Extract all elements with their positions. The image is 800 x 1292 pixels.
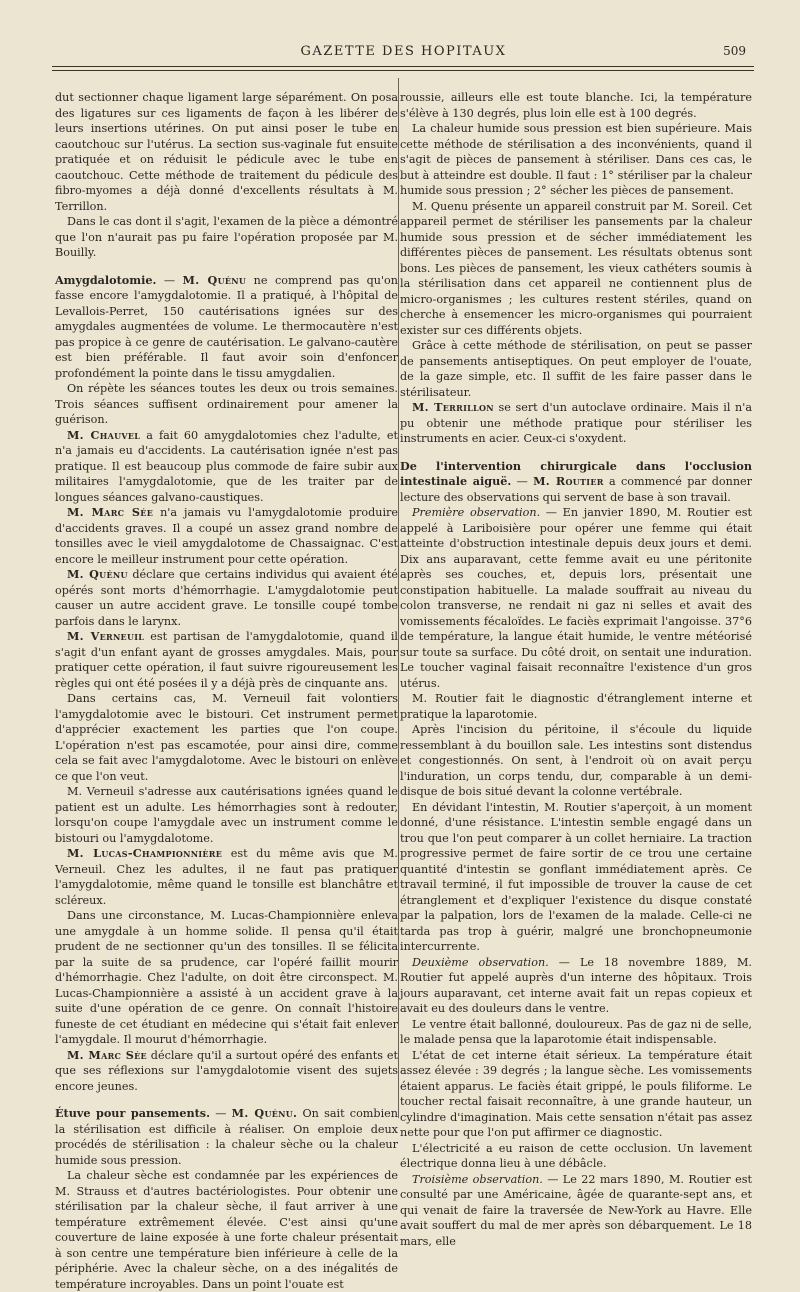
column-divider (398, 78, 399, 1118)
page-header (55, 44, 752, 64)
speaker-name: M. Marc Sée (67, 1047, 147, 1062)
paragraph (400, 400, 752, 447)
paragraph (400, 955, 752, 1017)
section-lead (55, 273, 398, 382)
paragraph-text: est partisan de l'amygdalotomie, quand il s'agit d'un enfant ayant de grosses amygdales. Mais, pour pratiquer cette opération, il faut suivre rigoureusement les règles qui ont été posées il y a déjà près de cinquante ans. (55, 630, 399, 690)
paragraph-text: déclare qu'il a surtout opéré des enfants et que ses réflexions sur l'amygdalotomie visent des sujets encore jeunes. (55, 1048, 398, 1093)
speaker-name: M. Verneuil (67, 629, 145, 643)
header-rule-thin (52, 70, 754, 71)
page-number: 509 (723, 44, 746, 58)
paragraph: dut sectionner chaque ligament large séparément. On posa des ligatures sur ces ligaments de façon à les libérer de leurs insertions utérines. On put ainsi poser le tube en caoutchouc sur l'utérus. La section sus-vaginale fut ensuite pratiquée et on réduisit le pédicule avec le tube en caoutchouc. Cette méthode de traitement du pédicule des fibro-myomes a déjà donné d'excellents résultats à M. Terrillon. (55, 91, 398, 213)
section-amygdalotomie (55, 273, 398, 1095)
paragraph (55, 629, 398, 691)
paragraph: roussie, ailleurs elle est toute blanche. Ici, la température s'élève à 130 degrés, plus loin elle est à 100 degrés. (400, 91, 752, 120)
section-lead (55, 1106, 398, 1168)
paragraph: L'électricité a eu raison de cette occlusion. Un lavement électrique donna lieu à une débâcle. (400, 1141, 752, 1170)
section-etuve (55, 1106, 398, 1292)
header-rule (52, 66, 754, 67)
section-heading: Étuve pour pansements. (55, 1106, 210, 1120)
paragraph-text: n'a jamais vu l'amygdalotomie produire d'accidents graves. Il a coupé un assez grand nombre de tonsilles avec le vieil amygdalotome de Chassaignac. C'est encore le meilleur instrument pour cette opération. (55, 506, 399, 566)
paragraph: Grâce à cette méthode de stérilisation, on peut se passer de pansements antiseptiques. On peut employer de l'ouate, de la gaze simple, etc. Il suffit de les faire passer dans le stérilisateur. (400, 339, 752, 399)
paragraph (55, 846, 398, 908)
paragraph: M. Verneuil s'adresse aux cautérisations ignées quand le patient est un adulte. Les hémorrhagies sont à redouter, lorsqu'on coupe l'amygdale avec un instrument comme le bistouri ou l'amygdalotome. (55, 785, 398, 845)
paragraph (55, 428, 398, 506)
paragraph: La chaleur sèche est condamnée par les expériences de M. Strauss et d'autres bactériologistes. Pour obtenir une stérilisation par la chaleur sèche, il faut arriver à une température extrêmement élevée. C'est ainsi qu'une couverture de laine exposée à une forte chaleur présentait à son centre une température bien inférieure à celle de la périphérie. Avec la chaleur sèche, on a des inégalités de température incroyables. Dans un point l'ouate est (55, 1169, 398, 1291)
speaker-name: M. Chauvel (67, 427, 141, 442)
paragraph (400, 1172, 752, 1250)
dash: — (511, 475, 534, 488)
speaker-name: M. Routier (533, 474, 604, 488)
speaker-name: M. Quénu (67, 567, 128, 581)
paragraph: La chaleur humide sous pression est bien supérieure. Mais cette méthode de stérilisation a des inconvénients, quand il s'agit de pièces de pansement à stériliser. Dans ces cas, le but à atteindre est double. Il faut : 1° stériliser par la chaleur humide sous pression ; 2° sécher les pièces de pansement. (400, 122, 752, 197)
paragraph: Dans une circonstance, M. Lucas-Championnière enleva une amygdale à un homme solide. Il pensa qu'il était prudent de ne sectionner qu'un des tonsilles. Il se félicita par la suite de sa prudence, car l'opéré faillit mourir d'hémorrhagie. Chez l'adulte, on doit être circonspect. M. Lucas-Championnière a assisté à un accident grave à la suite d'une opération de ce genre. On connaît l'histoire funeste de cet étudiant en médecine qui s'était fait enlever l'amygdale. Il mourut d'hémorrhagie. (55, 909, 398, 1046)
speaker-name: M. Terrillon (412, 400, 494, 414)
dash: — (210, 1107, 232, 1120)
left-column (55, 90, 398, 1292)
paragraph (55, 1048, 398, 1095)
paragraph: L'état de cet interne était sérieux. La température était assez élevée : 39 degrés ; la langue sèche. Les vomissements étaient apparus. Le faciès était grippé, le pouls filiforme. Le toucher rectal faisait reconnaître, à une grande hauteur, un cylindre d'imagination. Mais cette sensation n'était pas assez nette pour que l'on put affirmer ce diagnostic. (400, 1048, 752, 1139)
section-heading: De l'intervention chirurgicale dans l'occlusion intestinale aiguë. (400, 458, 752, 488)
paragraph: M. Quenu présente un appareil construit par M. Soreil. Cet appareil permet de stériliser les pansements par la chaleur humide sous pression et de sécher immédiatement les différentes pièces de pansement. Les résultats obtenus sont bons. Les pièces de pansement, les vieux cathéters soumis à la stérilisation dans cet appareil ne contiennent plus de micro-organismes ; les cultures restent stériles, quand on cherche à ensemencer les micro-organismes qui pourraient exister sur ces différents objets. (400, 199, 752, 337)
journal-title: GAZETTE DES HOPITAUX (300, 44, 507, 59)
paragraph-text: — Le 18 novembre 1889, M. Routier fut appelé auprès d'un interne des hôpitaux. Trois jours auparavant, cet interne avait fait un repas copieux et avait eu des douleurs dans le ventre. (400, 955, 752, 1015)
dash: — (156, 273, 183, 287)
paragraph (55, 505, 398, 567)
paragraph: On répète les séances toutes les deux ou trois semaines. Trois séances suffisent ordinairement pour amener la guérison. (55, 382, 398, 426)
paragraph: Dans le cas dont il s'agit, l'examen de la pièce a démontré que l'on n'aurait pas pu faire l'opération proposée par M. Bouilly. (55, 215, 398, 259)
paragraph: Après l'incision du péritoine, il s'écoule du liquide ressemblant à du bouillon sale. Les intestins sont distendus et congestionnés. On sent, à l'endroit où on avait perçu l'induration, un corps tendu, dur, comparable à un demi-disque de bois situé devant la colonne vertébrale. (400, 723, 752, 798)
paragraph-text: ne comprend pas qu'on fasse encore l'amygdalotomie. Il a pratiqué, à l'hôpital de Levallois-Perret, 150 cautérisations ignées sur des amygdales augmentées de volume. Le thermocautère n'est pas propice à ce genre de cautérisation. Le galvano-cautère est bien préférable. Il faut avoir soin d'enfoncer profondément la pointe dans le tissu amygdalien. (55, 273, 398, 380)
paragraph: M. Routier fait le diagnostic d'étranglement interne et pratique la laparotomie. (400, 692, 752, 721)
paragraph-text: a fait 60 amygdalotomies chez l'adulte, et n'a jamais eu d'accidents. La cautérisation ignée n'est pas pratique. Il est beaucoup plus commode de faire subir aux militaires l'amygdalotomie, que de les traiter par de longues séances galvano-caustiques. (55, 428, 398, 504)
paragraph: En dévidant l'intestin, M. Routier s'aperçoit, à un moment donné, d'une résistance. L'intestin semble engagé dans un trou que l'on peut comparer à un collet herniaire. La traction progressive permet de faire sortir de ce trou une certaine quantité d'intestin se gonflant immédiatement après. Ce travail terminé, il fut impossible de trouver la cause de cet étranglement et d'expliquer l'existence du disque constaté par la palpation, lors de l'examen de la malade. Celle-ci ne tarda pas trop à guérir, malgré une bronchopneumonie intercurrente. (400, 800, 752, 953)
speaker-name: M. Lucas-Championnière (67, 846, 223, 860)
paragraph (55, 567, 398, 629)
paragraph-text: a commencé par donner lecture des observations qui servent de base à son travail. (400, 475, 753, 504)
right-column (400, 90, 752, 1249)
paragraph-text: se sert d'un autoclave ordinaire. Mais il n'a pu obtenir une méthode pratique pour stériliser les instruments en acier. Ceux-ci s'oxydent. (400, 401, 752, 445)
section-lead (400, 459, 752, 506)
paragraph-text: — Le 22 mars 1890, M. Routier est consulté par une Américaine, âgée de quarante-sept ans, et qui venait de faire la traversée de New-York au Havre. Elle avait souffert du mal de mer après son débarquement. Le 18 mars, elle (400, 1172, 752, 1248)
paragraph-text: est du même avis que M. Verneuil. Chez les adultes, il ne faut pas pratiquer l'amygdalotomie, même quand le tonsille est blanchâtre et scléreux. (55, 847, 398, 907)
speaker-name: M. Quénu. (231, 1106, 298, 1120)
section-heading: Amygdalotomie. (55, 272, 157, 287)
section-occlusion (400, 459, 752, 1250)
paragraph-text: — En janvier 1890, M. Routier est appelé à Lariboisière pour opérer une femme qui était atteinte d'obstruction intestinale depuis deux jours et demi. Dix ans auparavant, cette femme avait eu une péritonite après ses couches, et, depuis lors, présentait une constipation habituelle. La malade souffrait au niveau du colon transverse, ne rendait ni gaz ni selles et avait des vomissements fécaloïdes. Le faciès exprimait l'angoisse. 37°6 de température, la langue était humide, le ventre météorisé sur toute sa surface. Du côté droit, on sentait une induration. Le toucher vaginal faisait reconnaître l'existence d'un gros utérus. (400, 506, 752, 690)
speaker-name: M. Quénu (182, 272, 247, 287)
observation-label: Deuxième observation. (412, 955, 549, 969)
paragraph-text: déclare que certains individus qui avaient été opérés sont morts d'hémorrhagie. L'amygdalotomie peut causer un autre accident grave. Le tonsille coupé tombe parfois dans le larynx. (55, 568, 399, 628)
paragraph: Le ventre était ballonné, douloureux. Pas de gaz ni de selle, le malade pensa que la laparotomie était indispensable. (400, 1017, 752, 1046)
paragraph: Dans certains cas, M. Verneuil fait volontiers l'amygdalotomie avec le bistouri. Cet instrument permet d'apprécier exactement les parties que l'on coupe. L'opération n'est pas escamotée, pour ainsi dire, comme cela se fait avec l'amygdalotome. Avec le bistouri on enlève ce que l'on veut. (55, 692, 398, 783)
paragraph-text: On sait combien la stérilisation est difficile à réaliser. On emploie deux procédés de stérilisation : la chaleur sèche ou la chaleur humide sous pression. (55, 1107, 398, 1167)
observation-label: Troisième observation. (412, 1172, 543, 1186)
paragraph (400, 505, 752, 691)
speaker-name: M. Marc Sée (67, 505, 154, 519)
observation-label: Première observation. (412, 506, 541, 519)
